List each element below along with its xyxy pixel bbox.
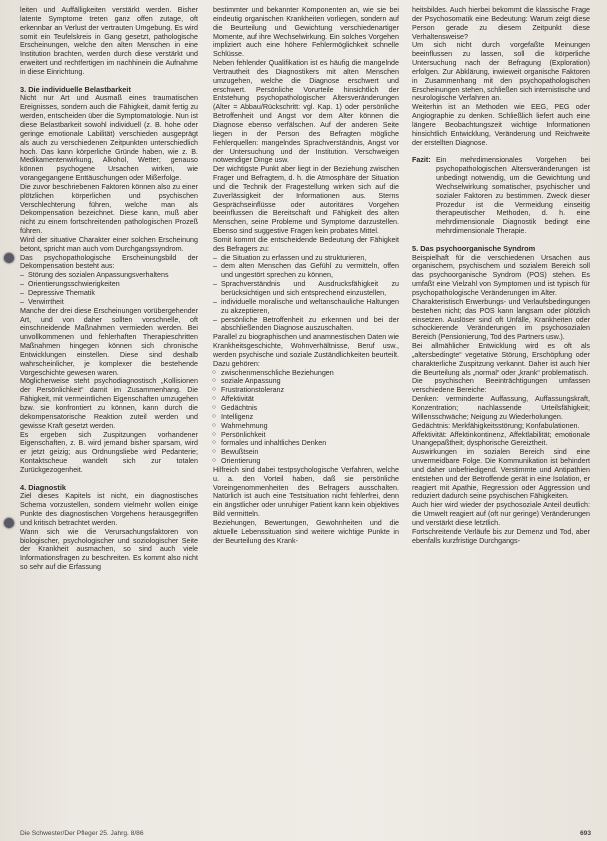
paragraph: Die zuvor beschriebenen Faktoren können also zu einer plötzlichen körperlichen und psychischen Verschlechterung führen, welche man als Dekompensation bezeichnet. Diese kann, muß aber nicht zu einem fortschreitenden pathologischen Prozeß führen.	[20, 182, 198, 236]
paragraph: Wird der situative Charakter einer solchen Erscheinung betont, spricht man auch vom Durchgangssyndrom.	[20, 235, 198, 253]
list-item: ○ Wahrnehmung	[221, 422, 399, 431]
list-item: ○ Intelligenz	[221, 413, 399, 422]
list-item: – Verwirrtheit	[28, 298, 198, 307]
assessment-list	[213, 369, 399, 466]
list-item: – die Situation zu erfassen und zu strukturieren,	[221, 254, 399, 263]
paragraph: Möglicherweise steht psychodiagnostisch „Kollisionen der Persönlichkeit“ damit im Zusammenhang. Die Fähigkeit, mit vermeintlichen Eigenschaften umzugehen bzw. sie konfrontiert zu können, kann durch die dekompensatorische Reaktion zuteil werden und gewisse Kraft gesetzt werden.	[20, 377, 198, 430]
paragraph: heitsbildes. Auch hierbei bekommt die klassische Frage der Psychosomatik eine Bedeutung: Warum zeigt diese Person gerade zu diesem Zeitpunkt diese Verhaltensweise?	[412, 6, 590, 41]
list-item: ○ formales und inhaltliches Denken	[221, 439, 399, 448]
paragraph: Affektivität: Affektinkontinenz, Affektlabilität; emotionale Unangepaßtheit; dysphorische Gereiztheit.	[412, 430, 590, 448]
list-item: – Depressive Thematik	[28, 289, 198, 298]
paragraph: leiten und Auffälligkeiten verstärkt werden. Bisher latente Symptome treten ganz offen zutage, oft erkennbar an Verlust der vertrauten Umgebung. Es wird somit ein Teufelskreis in Gang gesetzt, pathologische Erscheinungen, welche den alten Menschen in eine Institution brachten, werden durch diese verstärkt und erweitert und rechtfertigen im nachhinein die Aufnahme in diese Einrichtung.	[20, 6, 198, 76]
section-heading: 4. Diagnostik	[20, 482, 66, 492]
paragraph: Das psychopathologische Erscheinungsbild der Dekompensation besteht aus:	[20, 253, 198, 271]
paragraph: Wann sich wie die Verursachungsfaktoren von biologischer, psychologischer und soziologischer Seite der Krankheit ausmachen, so sind auch viele Informationsfragen zu beschreiten. Es kommt also nicht so sehr auf die Erfassung	[20, 527, 198, 572]
paragraph: Bei allmählicher Entwicklung wird es oft als „altersbedingte“ vegetative Störung, Erschöpfung oder charakterliche Zuspitzung verkannt. Daher ist auch hier die Beurteilung als „normal“ oder „krank“ problematisch.	[412, 342, 590, 377]
paragraph: Denken: verminderte Auffassung, Auffassungskraft, Konzentration; nachlassende Urteilsfähigkeit; Willensschwäche; Neigung zu Wiederholungen.	[412, 395, 590, 421]
column-middle	[213, 6, 399, 545]
column-right	[412, 6, 590, 545]
list-item: ○ Bewußtsein	[221, 448, 399, 457]
paragraph: Manche der drei diese Erscheinungen vorübergehender Art, und von daher sollten vorschnelle, oft einschneidende Maßnahmen vermieden werden. Bei unvollkommenen und fehlerhaften Therapieschritten Maßnahmen hingegen können sich chronische Entwicklungen einstellen. Diese sind deshalb wahrscheinlicher, je komplexer die bestehende Vorgeschichte gewesen waren.	[20, 306, 198, 377]
punch-hole	[4, 518, 14, 528]
list-item: – dem alten Menschen das Gefühl zu vermitteln, offen und ungestört sprechen zu können,	[221, 262, 399, 280]
paragraph: Es ergeben sich Zuspitzungen vorhandener Eigenschaften, z. B. wird jemand bisher sparsam, wird er jetzt geizig; aus Ordnungsliebe wird Pedanterie; Kontaktscheue wandelt sich zur totalen Zurückgezogenheit.	[20, 430, 198, 474]
list-item: – persönliche Betroffenheit zu erkennen und bei der abschließenden Diagnose auszuschalten.	[221, 316, 399, 334]
conclusion-box	[412, 156, 590, 236]
paragraph: bestimmter und bekannter Komponenten an, wie sie bei eindeutig organischen Krankheiten vorliegen, sondern auf die Beurteilung und Gewichtung verschiedenartiger Momente, auf ihre Wechselwirkung. Ein solches Vorgehen impliziert auch eine höhere Fehlermöglichkeit schnelle Schlüsse.	[213, 6, 399, 59]
paragraph: Nicht nur Art und Ausmaß eines traumatischen Ereignisses, sondern auch die Fähigkeit, damit fertig zu werden, entscheiden über die Symptomatologie. Nun ist diese Belastbarkeit sowohl individuell (z. B. hohe oder geringe emotionale Labilität) verschieden ausgeprägt als auch zu verschiedenen Zeitpunkten unterschiedlich hoch. Das kann körperliche Gründe haben, wie z. B. Medikamentenwirkung, Alkohol, Wetter; genauso können psychogene Ursachen wirken, wie vorangegangene Enttäuschungen oder Mißerfolge.	[20, 94, 198, 183]
paragraph: Die psychischen Beeinträchtigungen umfassen verschiedene Bereiche:	[412, 377, 590, 395]
paragraph: Hilfreich sind dabei testpsychologische Verfahren, welche u. a. den Vorteil haben, daß sie persönliche Voreingenommenheiten des Befragers ausschalten. Natürlich ist auch eine Testsituation nicht fehlerfrei, denn ein ängstlicher oder unruhiger Patient kann kein objektives Bild vermitteln.	[213, 465, 399, 519]
list-item: ○ Affektivität	[221, 395, 399, 404]
symptom-list	[20, 271, 198, 306]
skills-list	[213, 254, 399, 334]
paragraph: Charakteristisch Erwerbungs- und Verlaufsbedingungen bestehen nicht; das POS kann langsam oder plötzlich einsetzen. Auslöser sind oft Unfälle, Krankheiten oder schockierende Veränderungen im psychosozialen Bereich (Pensionierung, Tod des Partners usw.).	[412, 297, 590, 342]
list-item: ○ zwischenmenschliche Beziehungen	[221, 369, 399, 378]
paragraph: Ziel dieses Kapitels ist nicht, ein diagnostisches Schema vorzustellen, sondern vielmehr wollen einige Punkte des diagnostischen Vorgehens herausgegriffen und kritisch betrachtet werden.	[20, 492, 198, 527]
list-item: ○ Gedächtnis	[221, 404, 399, 413]
paragraph: Um sich nicht durch vorgefaßte Meinungen beeinflussen zu lassen, soll die körperliche Untersuchung nach der Befragung (Exploration) erfolgen. Zur Abklärung, inwieweit organische Faktoren in Zusammenhang mit den psychopathologischen Erscheinungen stehen, schließen sich internistische und neurologische Verfahren an.	[412, 41, 590, 103]
list-item: – individuelle moralische und weltanschauliche Haltungen zu akzeptieren,	[221, 298, 399, 316]
paragraph: Auswirkungen im sozialen Bereich sind eine unvermeidbare Folge. Die Kommunikation ist behindert und daher unbefriedigend. Verstimmte und Antipathien entstehen und der Betroffende gerät in eine Isolation, er reagiert mit Apathie, Regression oder Aggression und reduziert dadurch seine psychischen Fähigkeiten.	[412, 448, 590, 501]
paragraph: Beziehungen, Bewertungen, Gewohnheiten und die aktuelle Lebenssituation sind weitere wichtige Punkte in der Beurteilung des Krank-	[213, 518, 399, 545]
column-left	[20, 6, 198, 572]
list-item: ○ Persönlichkeit	[221, 431, 399, 440]
paragraph: Gedächtnis: Merkfähigkeitsstörung; Konfabulationen.	[412, 421, 580, 430]
paragraph: Beispielhaft für die verschiedenen Ursachen aus organischem, psychischem und sozialem Bereich soll das psychoorganische Syndrom (POS) stehen. Es umfaßt eine Vielzahl von Symptomen und ist typisch für psychopathologische Veränderungen im Alter.	[412, 253, 590, 297]
paragraph: Auch hier wird wieder der psychosoziale Anteil deutlich: die Umwelt reagiert auf (oft nur geringe) Veränderungen und verstärkt diese letztlich.	[412, 501, 590, 527]
list-item: – Störung des sozialen Anpassungsverhaltens	[28, 271, 198, 280]
list-item: – Sprachverständnis und Ausdrucksfähigkeit zu berücksichtigen und sich entsprechend einzustellen,	[221, 280, 399, 298]
paragraph: Der wichtigste Punkt aber liegt in der Beziehung zwischen Frager und Befragtem, d. h. die Atmosphäre der Situation und die Technik der Fragestellung wirken sich auf die Zuverlässigkeit der Informationen aus. Sterns Gesprächseinflüsse oder autoritäres Vorgehen beeinflussen die Bereitschaft und Fähigkeit des alten Menschen, seine Probleme und Symptome darzustellen. Ebenso sind suggestive Fragen kein probates Mittel.	[213, 165, 399, 236]
paragraph: Neben fehlender Qualifikation ist es häufig die mangelnde Vertrautheit des Diagnostikers mit alten Menschen umzugehen, welche die Diagnose erschwert und erschwert. Persönliche Vorurteile hinsichtlich der Entstehung psychopathologischer Altersveränderungen (Alter = Abbau/Rückschritt: vgl. Kap. 1) oder persönliche Betroffenheit und Angst vor dem Alter können die Diagnose ebenso verfälschen. Auf der anderen Seite liegen in der Person des Befragten mögliche Fehlerquellen: mangelndes Sprachverständnis, Angst vor der Untersuchung und der Institution. Verschweigen notwendiger Dinge usw.	[213, 59, 399, 165]
section-heading: 5. Das psychoorganische Syndrom	[412, 243, 536, 253]
punch-hole	[4, 253, 14, 263]
list-item: – Orientierungsschwierigkeiten	[28, 280, 198, 289]
list-item: ○ soziale Anpassung	[221, 377, 399, 386]
journal-footer: Die Schwester/Der Pfleger 25. Jahrg. 8/86	[20, 830, 144, 837]
list-item: ○ Orientierung	[221, 457, 399, 466]
paragraph: Fortschreitende Verläufe bis zur Demenz und Tod, aber ebenfalls kurzfristige Durchgangs-	[412, 527, 590, 545]
paragraph: Parallel zu biographischen und anamnestischen Daten wie Krankheitsgeschichte, Wohnverhältnisse, Beruf usw., werden psychische und soziale Zuständlichkeiten beurteilt. Dazu gehören:	[213, 333, 399, 368]
list-item: ○ Frustrationstoleranz	[221, 386, 399, 395]
page-number: 693	[580, 830, 592, 837]
paragraph: Somit kommt die entscheidende Bedeutung der Fähigkeit des Befragers zu:	[213, 235, 399, 253]
section-heading: 3. Die individuelle Belastbarkeit	[20, 84, 131, 94]
conclusion-text: Ein mehrdimensionales Vorgehen bei psychopathologischen Altersveränderungen ist unbedingt notwendig, um die Gewichtung und Wechselwirkung somatischer, psychischer und sozialer Faktoren zu bestimmen. Zweck dieser Prozedur ist die Vermeidung einseitig therapeutischer Methoden, d. h. eine mehrdimensionale Diagnostik bedingt eine mehrdimensionale Therapie.	[436, 156, 590, 236]
paragraph: Weiterhin ist an Methoden wie EEG, PEG oder Angiographie zu denken. Schließlich liefert auch eine längere Beobachtungszeit wichtige Informationen hinsichtlich Entwicklung, Veränderung und Reichweite der erstellten Diagnose.	[412, 103, 590, 147]
conclusion-label: Fazit:	[412, 156, 431, 165]
